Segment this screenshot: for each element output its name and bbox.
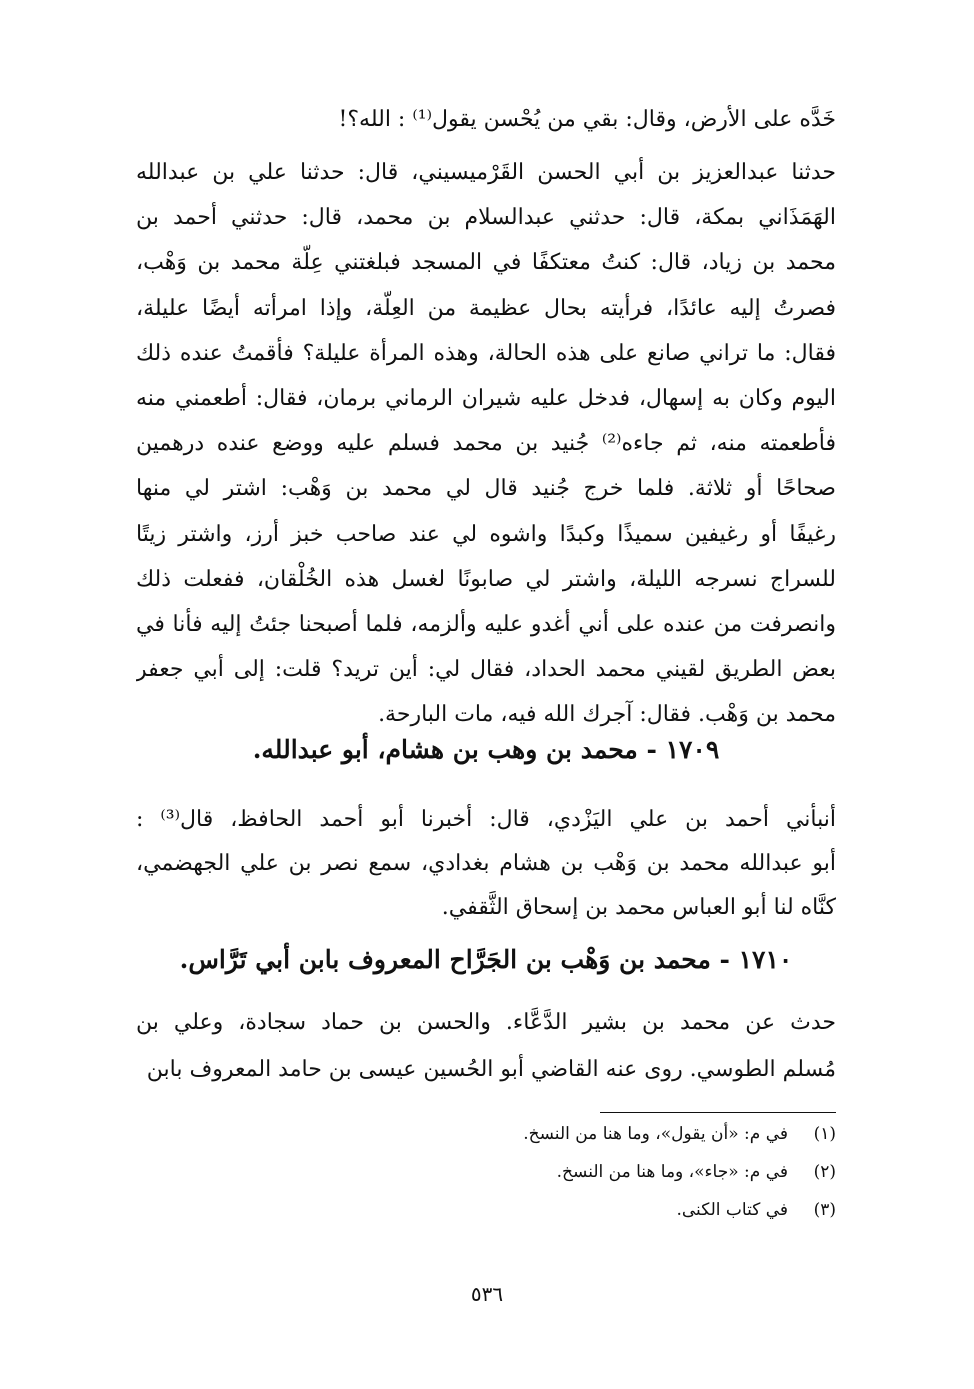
text-line: للسراج نسرجه الليلة، واشتر لي صابونًا لغسل هذه الخُلْقان، ففعلت ذلك [136,566,836,592]
footnote-text: في م: «أن يقول»، وما هنا من النسخ. [523,1124,788,1144]
text-line: الهَمَذَاني بمكة، قال: حدثني عبدالسلام بن محمد، قال: حدثني أحمد بن [136,205,836,231]
text-line: صحاحًا أو ثلاثة. فلما خرج جُنيد قال لي محمد بن وَهْب: اشتر لي منها [136,476,836,502]
footnote-item [336,1194,836,1226]
text-line: كنَّاه لنا أبو العباس محمد بن إسحاق الثَّقفي. [441,895,836,920]
text-line: حدثنا عبدالعزيز بن أبي الحسن القَرْميسيني، قال: حدثنا علي بن عبدالله [136,160,836,185]
text-line: فأطعمته منه، ثم جاءه⁽²⁾ جُنيد بن محمد فسلم عليه ووضع عنده درهمين [136,431,836,457]
text-line: محمد بن زياد، قال: كنتُ معتكفًا في المسجد فبلغتني عِلّة محمد بن وَهْب، [136,250,836,276]
text-line: محمد بن وَهْب. فقال: آجرك الله فيه، مات البارحة. [378,702,836,728]
text-line: فقال: ما تراني صانع على هذه الحالة، وهذه المرأة عليلة؟ فأقمتُ عنده ذلك [136,340,836,366]
footnote-number: (١) [813,1124,836,1144]
page-number: ٥٣٦ [470,1282,504,1306]
text-line: أبو عبدالله محمد بن وَهْب بن هشام بغدادي، سمع نصر بن علي الجهضمي، [136,851,836,876]
footnote-number: (٣) [813,1200,836,1220]
text-line: وانصرفت من عنده على أني أغدو عليه وألزمه، فلما أصبحنا جئتُ إليه فأنا في [136,612,836,637]
text-line: خَدَّه على الأرض، وقال: بقي من يُحْسن يقول⁽¹⁾ : الله؟! [338,107,836,132]
footnote-text: في كتاب الكنى. [676,1200,788,1220]
text-line: رغيفًا أو رغيفين سميذًا وكبدًا واشوه لي عند صاحب خبز أرز، واشتر زيتًا [136,521,836,547]
footnote-separator [600,1112,836,1113]
entry-heading-1710: ١٧١٠ - محمد بن وَهْب بن الجَرَّاح المعروف بابن أبي تَرَّاس. [179,945,793,974]
text-line: حدث عن محمد بن بشير الدَّعَّاء. والحسن بن حماد سجادة، وعلي بن [136,1010,836,1035]
footnote-item [336,1156,836,1188]
entry-heading-1709: ١٧٠٩ - محمد بن وهب بن هشام، أبو عبدالله. [252,735,720,764]
text-line: بعض الطريق لقيني محمد الحداد، فقال لي: أين تريد؟ قلت: إلى أبي جعفر [136,657,836,683]
text-line: فصرتُ إليه عائدًا، فرأيته بحال عظيمة من العِلّة، وإذا امرأته أيضًا عليلة، [136,295,836,321]
text-line: مُسلم الطوسي. روى عنه القاضي أبو الحُسين عيسى بن حامد المعروف بابن [146,1057,836,1082]
footnote-text: في م: «جاء»، وما هنا من النسخ. [556,1162,788,1182]
text-line: أنبأني أحمد بن علي اليَزْدي، قال: أخبرنا أبو أحمد الحافظ، قال⁽³⁾ : [136,807,836,832]
footnote-number: (٢) [813,1162,836,1182]
text-line: اليوم وكان به إسهال، فدخل عليه شيران الرماني برمان، فقال: أطعمني منه [136,386,836,411]
footnote-item [336,1118,836,1150]
